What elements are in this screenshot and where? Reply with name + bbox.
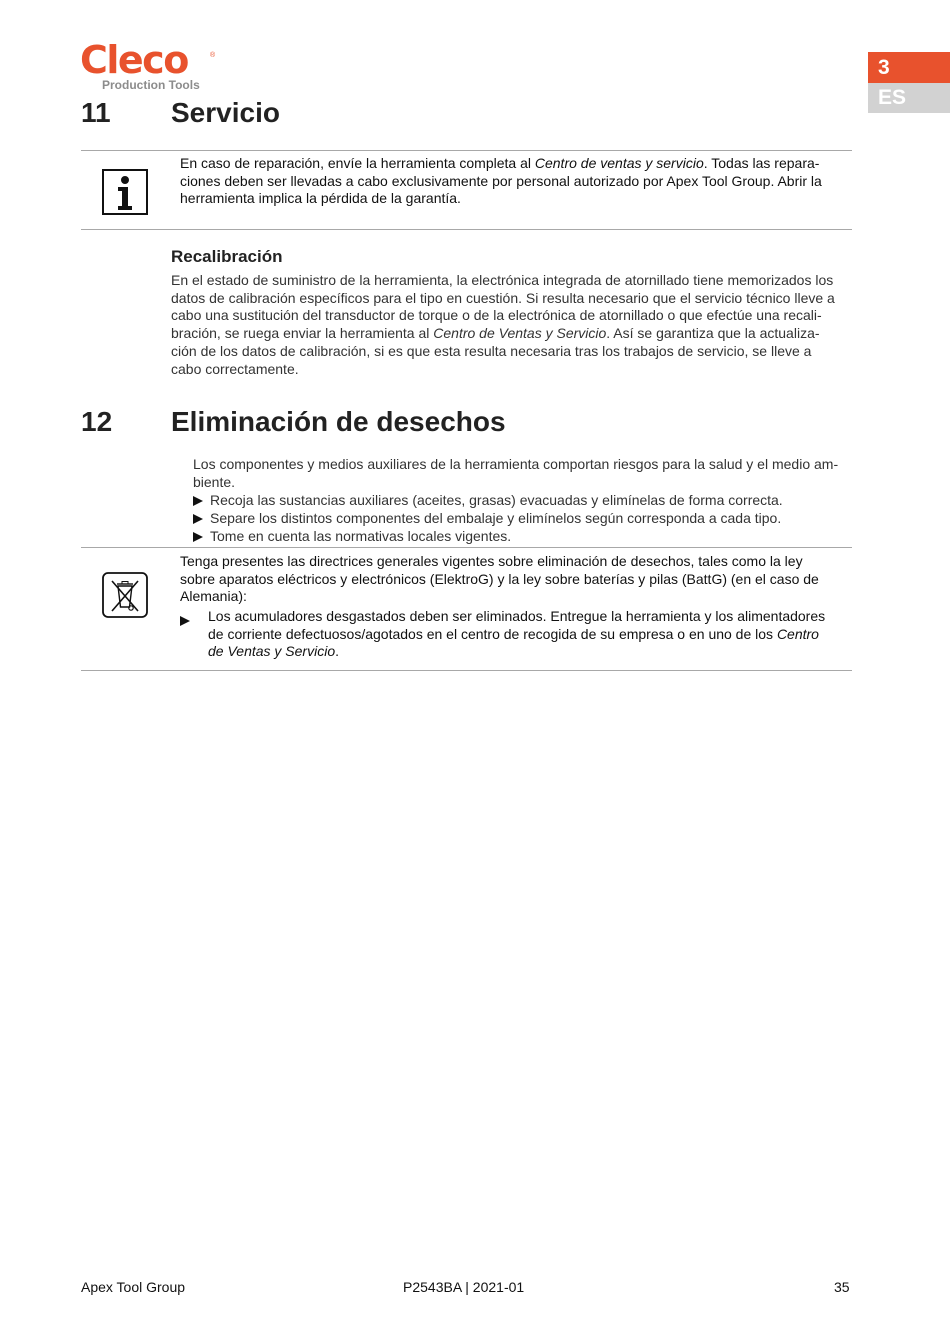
bullet-arrow-icon — [193, 532, 203, 542]
section-12-title: Eliminación de desechos — [171, 406, 506, 437]
disposal-bullet: Tome en cuenta las normativas locales vigentes. — [193, 527, 511, 545]
recalibration-text — [171, 272, 852, 378]
weee-notice-top-rule — [81, 547, 852, 548]
weee-line: Tenga presentes las directrices generales vigentes sobre eliminación de desechos, tales como la ley — [180, 553, 803, 569]
notice-line-1: En caso de reparación, envíe la herramienta completa al Centro de ventas y servicio. Todas las repara- — [180, 155, 820, 171]
weee-line: Alemania): — [180, 588, 247, 605]
weee-bullet-line: de corriente defectuosos/agotados en el centro de recogida de su empresa o en uno de los Centro — [208, 625, 819, 642]
recal-line: cabo una sustitución del transductor de torque o de la electrónica de atornillado o que efectúe una recali- — [171, 307, 822, 324]
service-notice-text — [180, 155, 852, 208]
notice-top-rule — [81, 150, 852, 151]
notice-line-2: ciones deben ser llevadas a cabo exclusivamente por personal autorizado por Apex Tool Group. Abrir la — [180, 172, 822, 189]
weee-bullet-arrow — [180, 612, 197, 630]
weee-bullet-line: Los acumuladores desgastados deben ser eliminados. Entregue la herramienta y los alimentadores — [208, 608, 826, 624]
info-icon — [102, 169, 148, 215]
cleco-logo: Cleco — [80, 38, 188, 82]
chapter-tab: 3 — [868, 52, 950, 83]
weee-bullet-text — [208, 608, 852, 661]
disposal-bullet: Separe los distintos componentes del embalaje y elimínelos según corresponda a cada tipo. — [193, 509, 781, 527]
section-11-number: 11 — [81, 97, 111, 128]
recalibration-title: Recalibración — [171, 247, 283, 266]
recal-line: cabo correctamente. — [171, 360, 299, 377]
footer-company: Apex Tool Group — [81, 1279, 186, 1295]
disposal-bullet: Recoja las sustancias auxiliares (aceites, grasas) evacuadas y elimínelas de forma correcta. — [193, 491, 783, 509]
weee-line: sobre aparatos eléctricos y electrónicos (ElektroG) y la ley sobre baterías y pilas (BattG) (en el caso de — [180, 570, 819, 587]
disposal-intro — [193, 456, 852, 491]
notice-line-3: herramienta implica la pérdida de la garantía. — [180, 190, 461, 207]
section-11-title: Servicio — [171, 97, 280, 128]
weee-notice-text — [180, 553, 852, 606]
intro-line: Los componentes y medios auxiliares de la herramienta comportan riesgos para la salud y el medio am- — [193, 456, 839, 472]
recal-line: En el estado de suministro de la herramienta, la electrónica integrada de atornillado tiene memorizados los — [171, 272, 834, 288]
intro-line: biente. — [193, 473, 236, 490]
logo-registered-mark: ® — [210, 52, 216, 59]
bullet-arrow-icon — [193, 514, 203, 524]
weee-notice-bottom-rule — [81, 670, 852, 671]
section-12-number: 12 — [81, 406, 113, 437]
recal-line: ción de los datos de calibración, si es que esta resulta necesaria tras los trabajos de servicio, se lleve a — [171, 342, 812, 359]
crossed-out-bin-icon — [102, 572, 148, 618]
notice-bottom-rule — [81, 229, 852, 230]
logo-subtitle: Production Tools — [102, 78, 200, 92]
recal-line: datos de calibración específicos para el tipo en cuestión. Si resulta necesario que el servicio técnico lleve a — [171, 289, 835, 306]
footer-doc-ref: P2543BA | 2021-01 — [403, 1279, 525, 1295]
weee-bullet-line: de Ventas y Servicio. — [208, 643, 339, 660]
bullet-arrow-icon — [180, 616, 190, 626]
recal-line: bración, se ruega enviar la herramienta al Centro de Ventas y Servicio. Así se garantiza que la actualiza- — [171, 325, 820, 342]
bullet-arrow-icon — [193, 496, 203, 506]
footer-page-number: 35 — [834, 1279, 850, 1295]
language-tab: ES — [868, 83, 950, 113]
